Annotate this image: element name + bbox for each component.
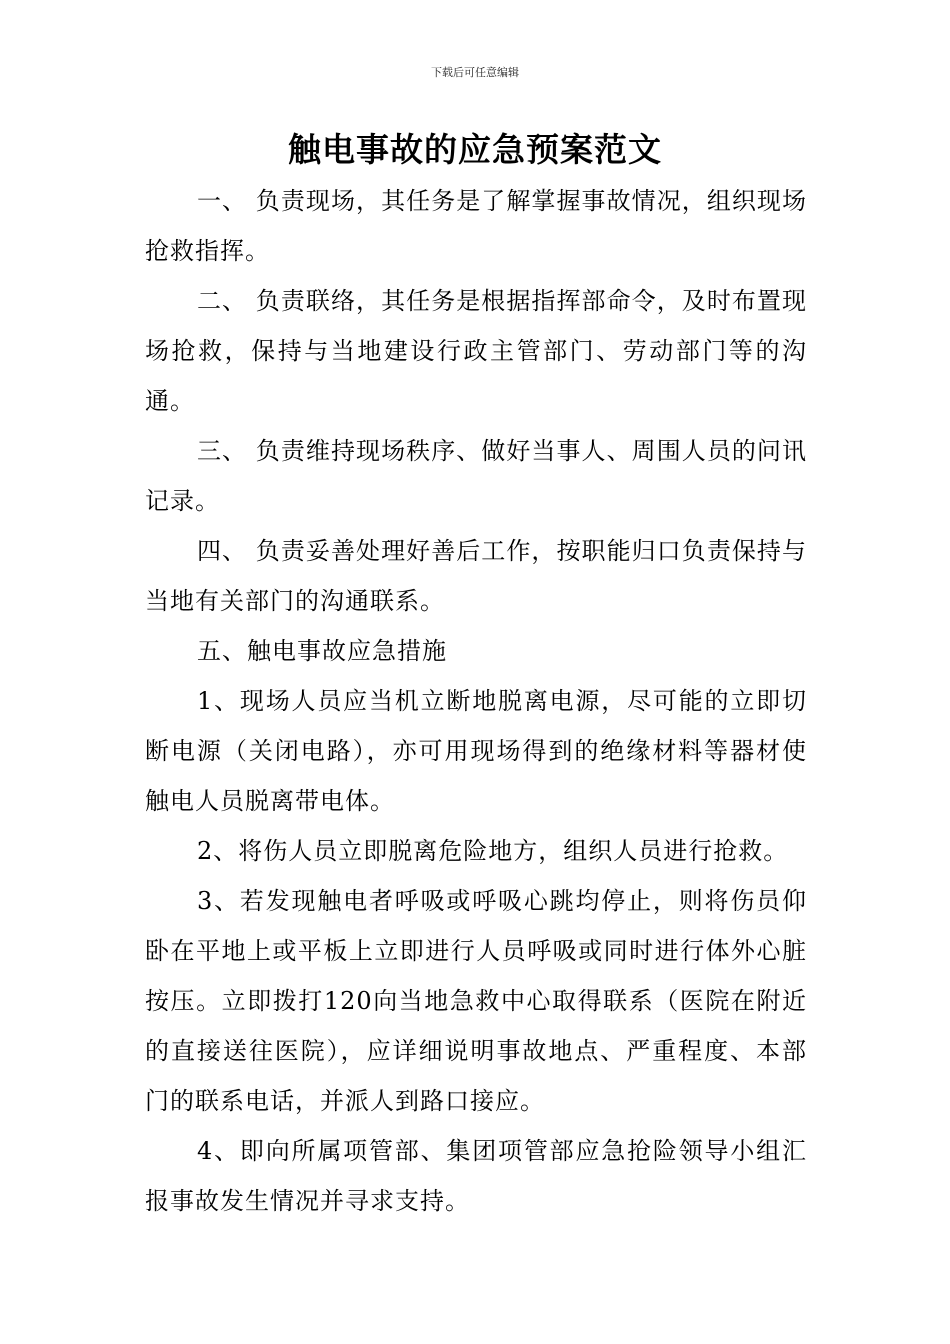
paragraph-4: 四、 负责妥善处理好善后工作，按职能归口负责保持与当地有关部门的沟通联系。 [145,537,807,615]
paragraph-2: 二、 负责联络，其任务是根据指挥部命令，及时布置现场抢救，保持与当地建设行政主管部门、劳动部门等的沟通。 [145,287,807,415]
measure-3: 3、若发现触电者呼吸或呼吸心跳均停止，则将伤员仰卧在平地上或平板上立即进行人员呼吸或同时进行体外心脏按压。立即拨打120向当地急救中心取得联系（医院在附近的直接送往医院），应详细说明事故地点、严重程度、本部门的联系电话，并派人到路口接应。 [145,887,807,1115]
section-heading-5: 五、触电事故应急措施 [197,637,447,665]
header-note: 下载后可任意编辑 [431,66,519,79]
measure-4: 4、即向所属项管部、集团项管部应急抢险领导小组汇报事故发生情况并寻求支持。 [145,1137,807,1215]
document-body [145,176,807,1226]
measure-2: 2、将伤人员立即脱离危险地方，组织人员进行抢救。 [197,837,789,865]
measure-1: 1、现场人员应当机立断地脱离电源，尽可能的立即切断电源（关闭电路），亦可用现场得到的绝缘材料等器材使触电人员脱离带电体。 [145,687,807,815]
document-title: 触电事故的应急预案范文 [288,130,662,169]
paragraph-3: 三、 负责维持现场秩序、做好当事人、周围人员的问讯记录。 [145,437,807,515]
paragraph-1: 一、 负责现场，其任务是了解掌握事故情况，组织现场抢救指挥。 [145,187,807,265]
